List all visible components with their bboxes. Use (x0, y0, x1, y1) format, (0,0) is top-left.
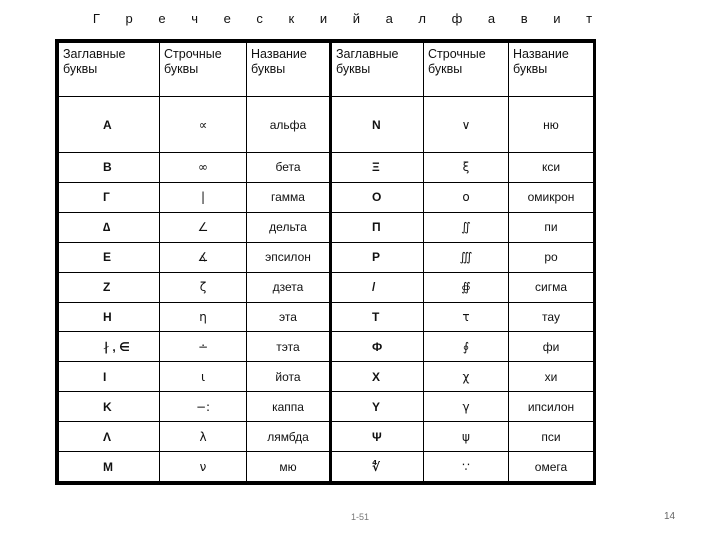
lowercase-letter-cell: ∨ (424, 97, 509, 153)
lowercase-letter-cell: ∵ (424, 452, 509, 482)
letter-name-cell: эта (247, 302, 331, 332)
uppercase-letter-cell: Ξ (331, 153, 424, 183)
table-row (59, 452, 594, 482)
greek-alphabet-table (58, 42, 594, 482)
lowercase-letter-cell: τ (424, 302, 509, 332)
uppercase-letter-cell: T (331, 302, 424, 332)
lowercase-letter-cell: ι (160, 362, 247, 392)
slide-title: Г р е ч е с к и й а л ф а в и т (92, 11, 598, 26)
letter-name-cell: дельта (247, 212, 331, 242)
letter-name-cell: пи (509, 212, 594, 242)
lowercase-letter-cell: χ (424, 362, 509, 392)
uppercase-letter-cell: Y (331, 392, 424, 422)
letter-name-cell: пси (509, 422, 594, 452)
uppercase-letter-cell: ∆ (59, 212, 160, 242)
lowercase-letter-cell: ∸ (160, 332, 247, 362)
uppercase-letter-cell: P (331, 242, 424, 272)
letter-name-cell: хи (509, 362, 594, 392)
uppercase-letter-cell: A (59, 97, 160, 153)
letter-name-cell: лямбда (247, 422, 331, 452)
lowercase-letter-cell: ∯ (424, 272, 509, 302)
lowercase-letter-cell: ∝ (160, 97, 247, 153)
letter-name-cell: гамма (247, 182, 331, 212)
table-row (59, 302, 594, 332)
uppercase-letter-cell: I (59, 362, 160, 392)
table-row (59, 182, 594, 212)
lowercase-letter-cell: −: (160, 392, 247, 422)
letter-name-cell: йота (247, 362, 331, 392)
lowercase-letter-cell: ∡ (160, 242, 247, 272)
alphabet-table-frame (55, 39, 596, 485)
lowercase-letter-cell: ξ (424, 153, 509, 183)
uppercase-letter-cell: ∜ (331, 452, 424, 482)
lowercase-letter-cell: o (424, 182, 509, 212)
header-lowercase: Строчные буквы (424, 43, 509, 97)
letter-name-cell: мю (247, 452, 331, 482)
letter-name-cell: ипсилон (509, 392, 594, 422)
page-number: 14 (664, 511, 676, 522)
letter-name-cell: ню (509, 97, 594, 153)
table-row (59, 392, 594, 422)
letter-name-cell: ро (509, 242, 594, 272)
header-uppercase: Заглавные буквы (59, 43, 160, 97)
lowercase-letter-cell: λ (160, 422, 247, 452)
uppercase-letter-cell: ∤ , ∈ (59, 332, 160, 362)
table-row (59, 212, 594, 242)
header-uppercase: Заглавные буквы (331, 43, 424, 97)
letter-name-cell: дзета (247, 272, 331, 302)
lowercase-letter-cell: ∞ (160, 153, 247, 183)
letter-name-cell: эпсилон (247, 242, 331, 272)
uppercase-letter-cell: Λ (59, 422, 160, 452)
letter-name-cell: тэта (247, 332, 331, 362)
letter-name-cell: бета (247, 153, 331, 183)
uppercase-letter-cell: O (331, 182, 424, 212)
table-row (59, 242, 594, 272)
lowercase-letter-cell: ∮ (424, 332, 509, 362)
uppercase-letter-cell: Ψ (331, 422, 424, 452)
uppercase-letter-cell: N (331, 97, 424, 153)
table-header-row (59, 43, 594, 97)
letter-name-cell: сигма (509, 272, 594, 302)
uppercase-letter-cell: / (331, 272, 424, 302)
header-letter-name: Название буквы (247, 43, 331, 97)
letter-name-cell: омега (509, 452, 594, 482)
table-row (59, 97, 594, 153)
lowercase-letter-cell: ∬ (424, 212, 509, 242)
uppercase-letter-cell: M (59, 452, 160, 482)
letter-name-cell: кси (509, 153, 594, 183)
uppercase-letter-cell: B (59, 153, 160, 183)
letter-name-cell: альфа (247, 97, 331, 153)
uppercase-letter-cell: E (59, 242, 160, 272)
lowercase-letter-cell: ∭ (424, 242, 509, 272)
uppercase-letter-cell: Z (59, 272, 160, 302)
lowercase-letter-cell: ν (160, 452, 247, 482)
lowercase-letter-cell: ψ (424, 422, 509, 452)
letter-name-cell: фи (509, 332, 594, 362)
table-row (59, 422, 594, 452)
header-letter-name: Название буквы (509, 43, 594, 97)
table-row (59, 332, 594, 362)
letter-name-cell: каппа (247, 392, 331, 422)
lowercase-letter-cell: ζ (160, 272, 247, 302)
lowercase-letter-cell: η (160, 302, 247, 332)
table-row (59, 153, 594, 183)
header-lowercase: Строчные буквы (160, 43, 247, 97)
uppercase-letter-cell: K (59, 392, 160, 422)
footer-center-text: 1-51 (350, 512, 369, 522)
table-row (59, 272, 594, 302)
table-row (59, 362, 594, 392)
uppercase-letter-cell: X (331, 362, 424, 392)
uppercase-letter-cell: H (59, 302, 160, 332)
letter-name-cell: тау (509, 302, 594, 332)
uppercase-letter-cell: П (331, 212, 424, 242)
lowercase-letter-cell: ∠ (160, 212, 247, 242)
lowercase-letter-cell: γ (424, 392, 509, 422)
letter-name-cell: омикрон (509, 182, 594, 212)
uppercase-letter-cell: Ф (331, 332, 424, 362)
uppercase-letter-cell: Г (59, 182, 160, 212)
lowercase-letter-cell: | (160, 182, 247, 212)
